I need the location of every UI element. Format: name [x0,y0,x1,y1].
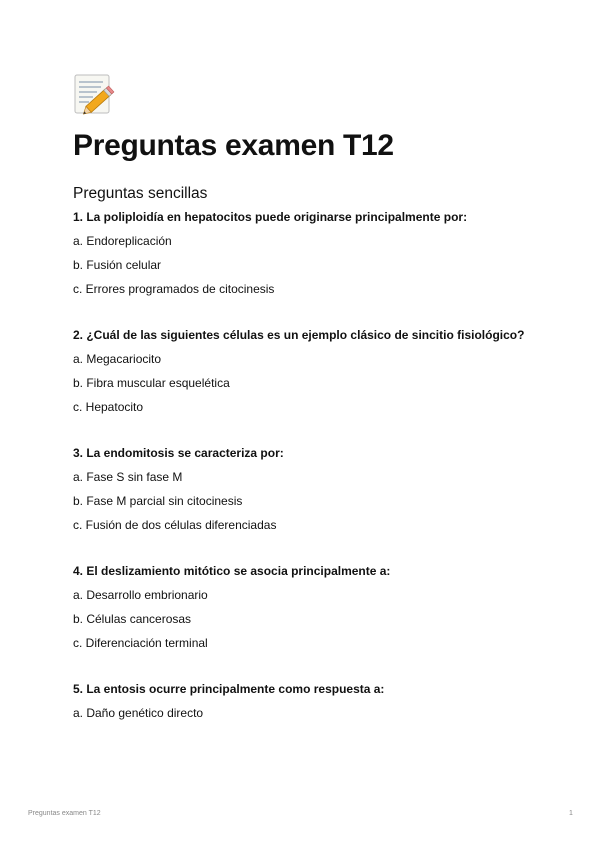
spacer [73,298,533,322]
answer-option: c. Errores programados de citocinesis [73,282,275,296]
question-2 [73,322,533,416]
answer-option: b. Células cancerosas [73,612,192,626]
answer-option: a. Fase S sin fase M [73,470,183,484]
answer-option: a. Endoreplicación [73,234,172,248]
answer-option: b. Fase M parcial sin citocinesis [73,494,243,508]
answer-option: a. Desarrollo embrionario [73,588,208,602]
footer-page-number: 1 [569,810,573,817]
question-text: 2. ¿Cuál de las siguientes células es un ejemplo clásico de sincitio fisiológico? [73,328,525,342]
answer-option: c. Fusión de dos células diferenciadas [73,518,277,532]
question-text: 3. La endomitosis se caracteriza por: [73,446,284,460]
question-text: 1. La poliploidía en hepatocitos puede originarse principalmente por: [73,210,468,224]
memo-pencil-icon [73,72,115,116]
spacer [73,416,533,440]
question-1 [73,204,533,298]
question-text: 5. La entosis ocurre principalmente como respuesta a: [73,682,385,696]
spacer [73,534,533,558]
answer-option: a. Daño genético directo [73,706,204,720]
spacer [73,652,533,676]
question-4 [73,558,533,652]
question-5 [73,676,533,722]
answer-option: b. Fusión celular [73,258,162,272]
question-text: 4. El deslizamiento mitótico se asocia principalmente a: [73,564,391,578]
section-title: Preguntas sencillas [73,185,208,202]
footer-document-title: Preguntas examen T12 [28,810,101,817]
document-content [73,72,533,722]
question-3 [73,440,533,534]
answer-option: b. Fibra muscular esquelética [73,376,230,390]
document-title: Preguntas examen T12 [73,129,394,162]
answer-option: c. Hepatocito [73,400,144,414]
answer-option: a. Megacariocito [73,352,162,366]
answer-option: c. Diferenciación terminal [73,636,208,650]
